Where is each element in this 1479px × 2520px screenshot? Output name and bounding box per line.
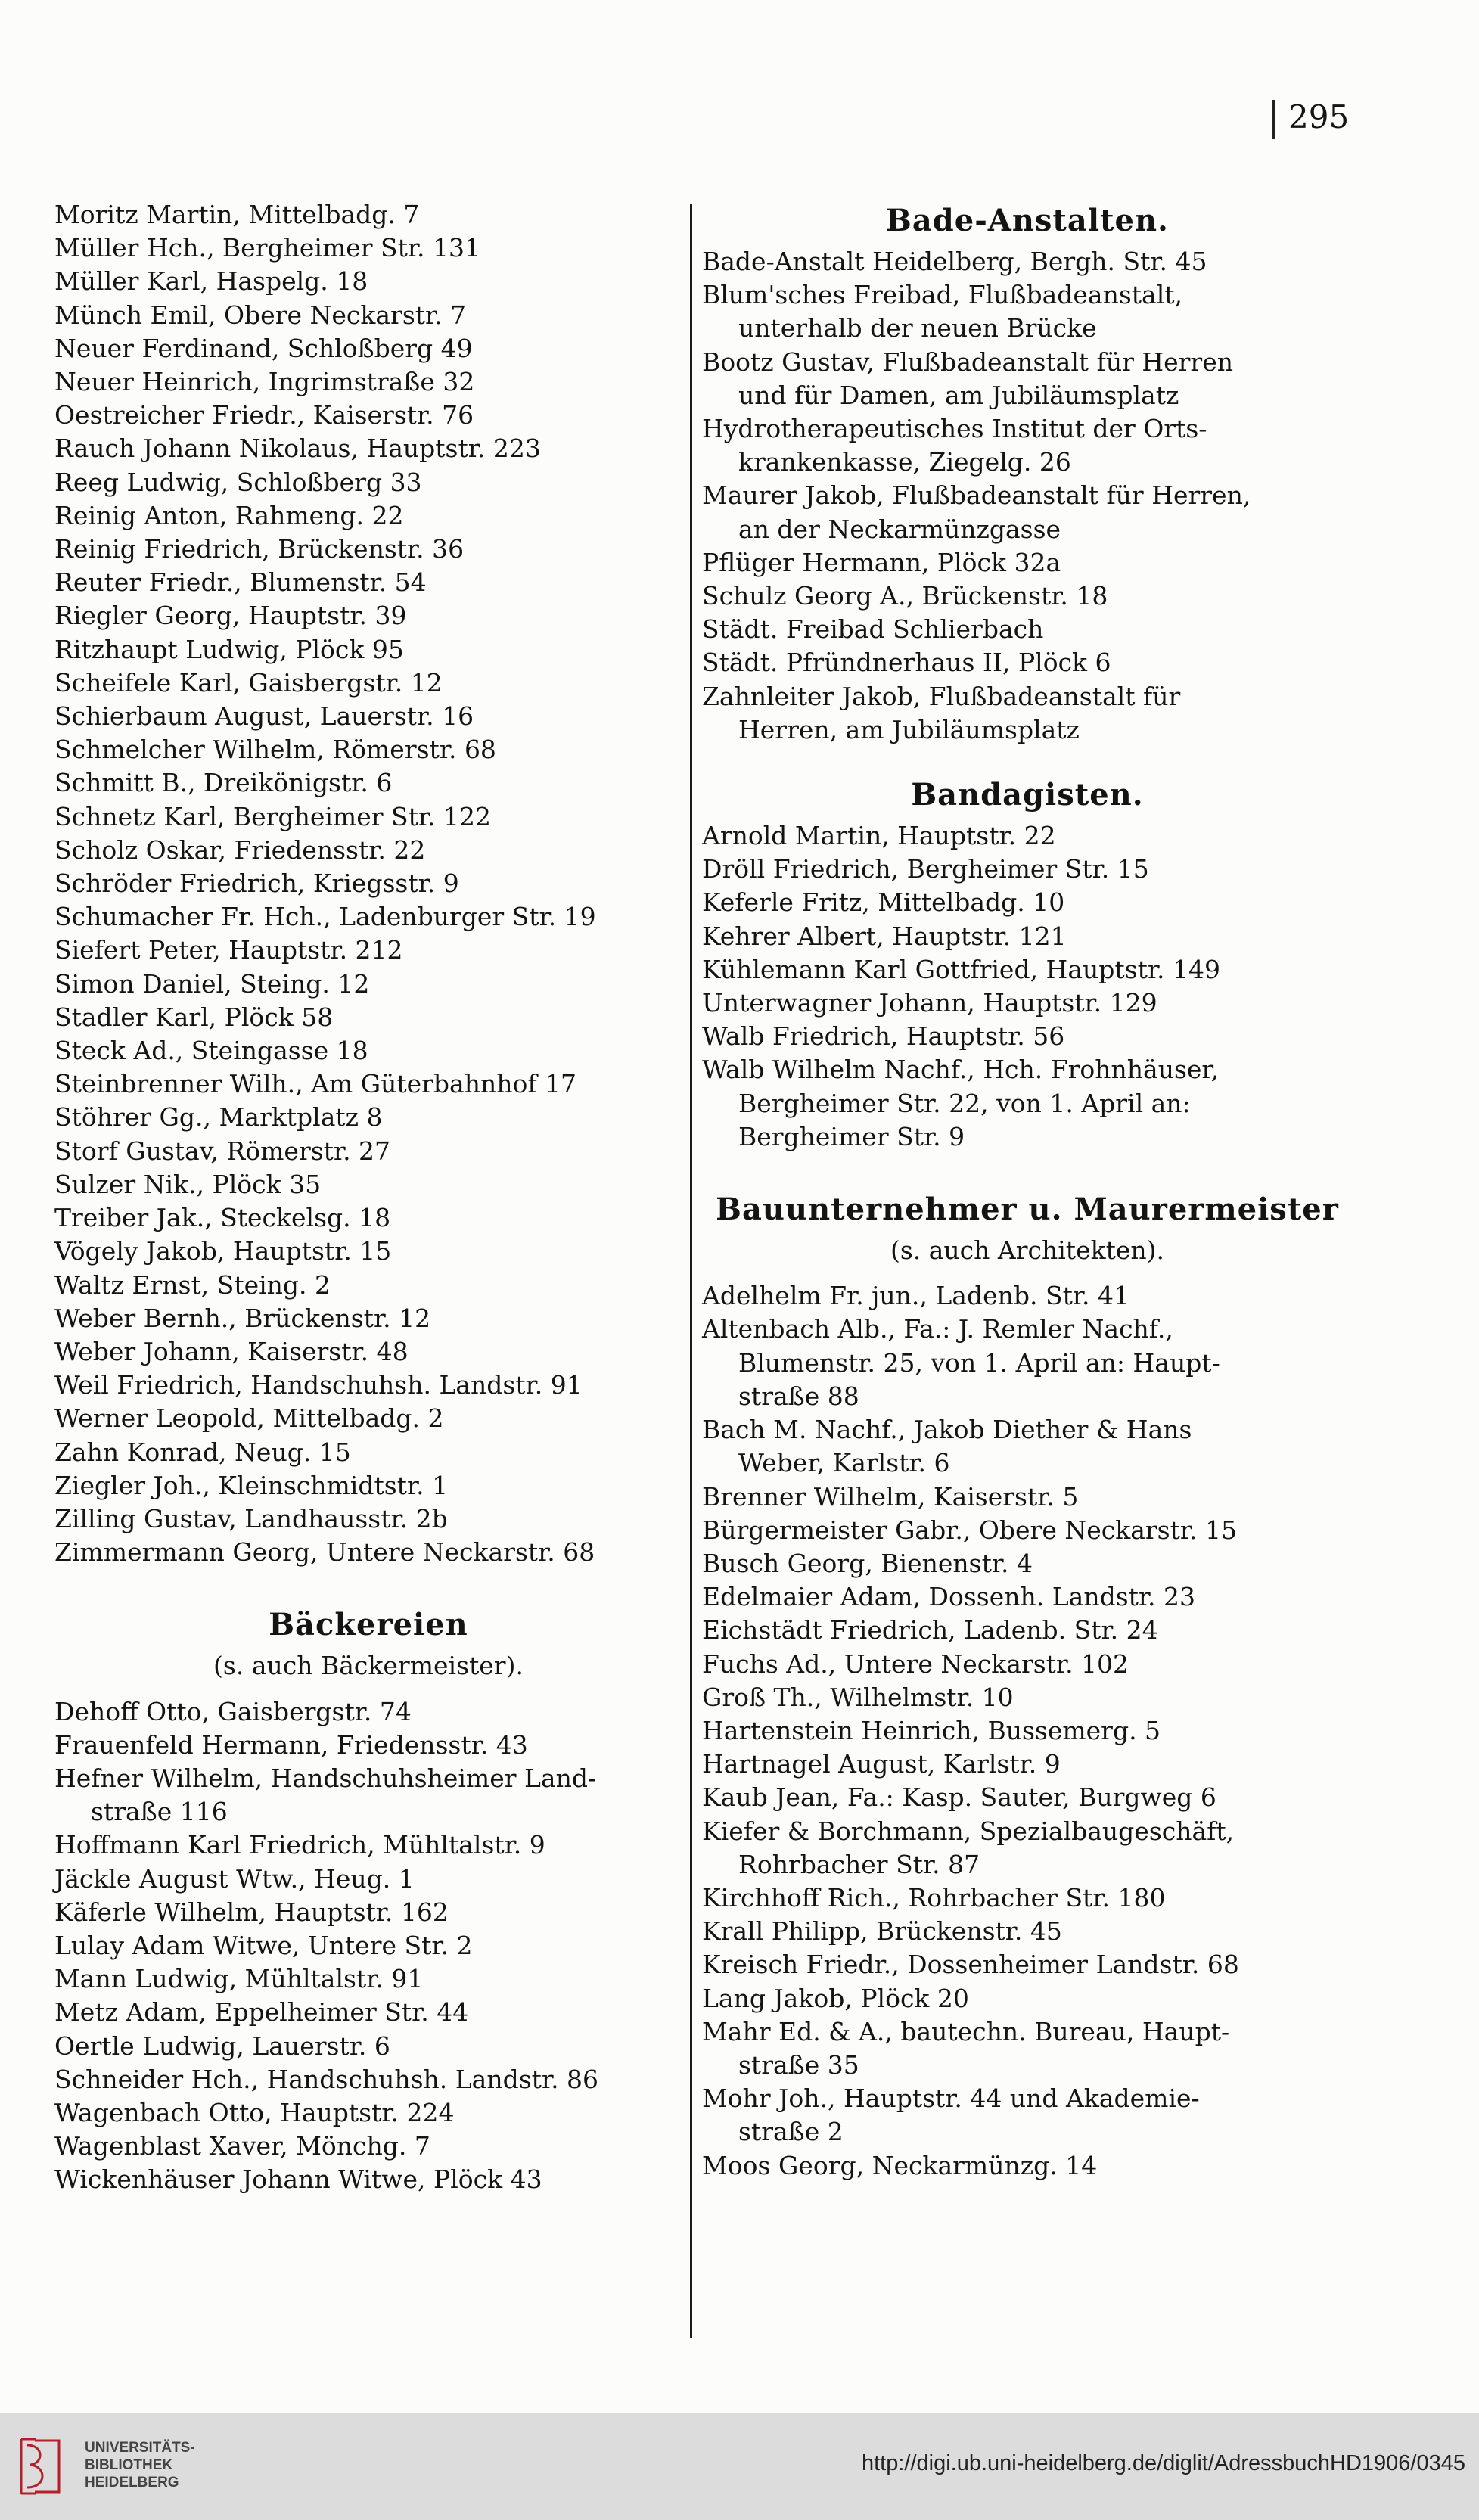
- directory-entry-continuation: krankenkasse, Ziegelg. 26: [738, 447, 1071, 477]
- directory-entry: Zahnleiter Jakob, Flußbadeanstalt für: [702, 681, 1181, 711]
- column-divider: [690, 204, 692, 2338]
- directory-entry: Oestreicher Friedr., Kaiserstr. 76: [54, 400, 474, 430]
- directory-entry: Eichstädt Friedrich, Ladenb. Str. 24: [702, 1615, 1158, 1645]
- directory-entry: Walb Wilhelm Nachf., Hch. Frohnhäuser,: [702, 1055, 1220, 1085]
- directory-entry: Kehrer Albert, Hauptstr. 121: [702, 921, 1067, 951]
- directory-entry: Reuter Friedr., Blumenstr. 54: [54, 567, 427, 598]
- section-bandagisten-entries: [702, 819, 1353, 1154]
- section-baeckereien-entries: [54, 1695, 682, 2197]
- directory-entry: Brenner Wilhelm, Kaiserstr. 5: [702, 1481, 1079, 1512]
- directory-entry: Werner Leopold, Mittelbadg. 2: [54, 1403, 444, 1434]
- directory-entry: Moos Georg, Neckarmünzg. 14: [702, 2150, 1098, 2180]
- directory-entry: Scheifele Karl, Gaisbergstr. 12: [54, 667, 443, 698]
- directory-entry: Simon Daniel, Steing. 12: [54, 968, 370, 999]
- directory-entry: Hartnagel August, Karlstr. 9: [702, 1749, 1061, 1779]
- directory-entry: Kirchhoff Rich., Rohrbacher Str. 180: [702, 1882, 1166, 1913]
- directory-entry: Weil Friedrich, Handschuhsh. Landstr. 91: [54, 1370, 583, 1400]
- section-heading-bauunternehmer: Bauunternehmer u. Maurermeister: [716, 1192, 1339, 1228]
- directory-entry: Müller Karl, Haspelg. 18: [54, 266, 368, 297]
- directory-entry-continuation: straße 35: [738, 2049, 859, 2080]
- directory-entry: Stadler Karl, Plöck 58: [54, 1002, 334, 1032]
- directory-entry: Reinig Friedrich, Brückenstr. 36: [54, 534, 465, 564]
- page-number-text: 295: [1288, 98, 1350, 135]
- directory-entry: Metz Adam, Eppelheimer Str. 44: [54, 1997, 469, 2027]
- directory-entry: Groß Th., Wilhelmstr. 10: [702, 1682, 1014, 1712]
- right-column: [702, 198, 1353, 2183]
- directory-entry: Städt. Freibad Schlierbach: [702, 614, 1044, 645]
- directory-entry: Reeg Ludwig, Schloßberg 33: [54, 467, 422, 497]
- directory-entry: Zahn Konrad, Neug. 15: [54, 1437, 351, 1467]
- directory-entry: Arnold Martin, Hauptstr. 22: [702, 821, 1056, 851]
- library-name: [85, 2439, 195, 2491]
- section-bade-anstalten-entries: [702, 245, 1353, 747]
- directory-entry: Busch Georg, Bienenstr. 4: [702, 1548, 1033, 1578]
- directory-entry-continuation: straße 116: [91, 1797, 228, 1827]
- directory-entry: Dehoff Otto, Gaisbergstr. 74: [54, 1696, 412, 1726]
- directory-entry: Wickenhäuser Johann Witwe, Plöck 43: [54, 2164, 542, 2195]
- directory-entry: Schulz Georg A., Brückenstr. 18: [702, 581, 1108, 611]
- directory-entry: Kaub Jean, Fa.: Kasp. Sauter, Burgweg 6: [702, 1782, 1216, 1813]
- directory-entry: Schmitt B., Dreikönigstr. 6: [54, 768, 393, 798]
- directory-entry: Mohr Joh., Hauptstr. 44 und Akademie-: [702, 2083, 1200, 2114]
- directory-entry-continuation: straße 2: [738, 2117, 844, 2147]
- directory-entry: Treiber Jak., Steckelsg. 18: [54, 1203, 391, 1233]
- directory-entry: Hoffmann Karl Friedrich, Mühltalstr. 9: [54, 1830, 545, 1860]
- directory-entry: Kiefer & Borchmann, Spezialbaugeschäft,: [702, 1816, 1235, 1846]
- directory-entry: Vögely Jakob, Hauptstr. 15: [54, 1236, 392, 1266]
- directory-entry-continuation: und für Damen, am Jubiläumsplatz: [738, 380, 1179, 410]
- directory-entry: Waltz Ernst, Steing. 2: [54, 1269, 331, 1300]
- directory-entry: Lang Jakob, Plöck 20: [702, 1983, 969, 2013]
- library-name-line3: HEIDELBERG: [85, 2475, 179, 2490]
- directory-entry-continuation: an der Neckarmünzgasse: [738, 514, 1061, 544]
- directory-entry: Stöhrer Gg., Marktplatz 8: [54, 1102, 383, 1133]
- directory-entry-continuation: straße 88: [738, 1381, 859, 1411]
- directory-entry: Kühlemann Karl Gottfried, Hauptstr. 149: [702, 954, 1220, 984]
- directory-entry: Ritzhaupt Ludwig, Plöck 95: [54, 634, 404, 664]
- directory-entry: Hydrotherapeutisches Institut der Orts-: [702, 414, 1207, 444]
- footer-bar: [0, 2413, 1479, 2520]
- directory-entry: Krall Philipp, Brückenstr. 45: [702, 1916, 1062, 1947]
- directory-entry: Neuer Heinrich, Ingrimstraße 32: [54, 367, 475, 397]
- directory-entry: Moritz Martin, Mittelbadg. 7: [54, 200, 420, 229]
- directory-entry: Rauch Johann Nikolaus, Hauptstr. 223: [54, 433, 541, 464]
- university-library-logo-icon: [14, 2430, 82, 2503]
- directory-entry: Münch Emil, Obere Neckarstr. 7: [54, 300, 467, 330]
- directory-entry: Keferle Fritz, Mittelbadg. 10: [702, 887, 1065, 918]
- directory-entry: Bade-Anstalt Heidelberg, Bergh. Str. 45: [702, 247, 1207, 276]
- section-heading-baeckereien: Bäckereien: [269, 1607, 468, 1643]
- directory-entry: Altenbach Alb., Fa.: J. Remler Nachf.,: [702, 1314, 1173, 1344]
- directory-entry-continuation: unterhalb der neuen Brücke: [738, 313, 1097, 343]
- directory-entry: Zilling Gustav, Landhausstr. 2b: [54, 1503, 448, 1533]
- directory-entry: Kreisch Friedr., Dossenheimer Landstr. 68: [702, 1950, 1239, 1980]
- directory-entry: Neuer Ferdinand, Schloßberg 49: [54, 333, 473, 363]
- directory-entry: Wagenblast Xaver, Mönchg. 7: [54, 2131, 430, 2161]
- directory-entry-continuation: Bergheimer Str. 22, von 1. April an:: [738, 1088, 1191, 1118]
- section-heading-bade-anstalten: Bade-Anstalten.: [886, 203, 1169, 238]
- directory-entry: Maurer Jakob, Flußbadeanstalt für Herren,: [702, 480, 1251, 511]
- directory-entry: Reinig Anton, Rahmeng. 22: [54, 500, 404, 530]
- section-heading-bandagisten: Bandagisten.: [911, 777, 1144, 813]
- directory-entry: Jäckle August Wtw., Heug. 1: [54, 1863, 415, 1894]
- directory-entry-continuation: Herren, am Jubiläumsplatz: [738, 714, 1080, 744]
- directory-entry: Steck Ad., Steingasse 18: [54, 1036, 368, 1066]
- directory-entry: Storf Gustav, Römerstr. 27: [54, 1136, 391, 1166]
- directory-entry: Sulzer Nik., Plöck 35: [54, 1169, 322, 1199]
- directory-entry: Hartenstein Heinrich, Bussemerg. 5: [702, 1715, 1161, 1745]
- library-name-line1: UNIVERSITÄTS-: [85, 2440, 195, 2456]
- directory-entry: Schneider Hch., Handschuhsh. Landstr. 86: [54, 2064, 599, 2094]
- directory-entry-continuation: Weber, Karlstr. 6: [738, 1448, 950, 1478]
- directory-entry: Schmelcher Wilhelm, Römerstr. 68: [54, 735, 496, 765]
- directory-entry: Schröder Friedrich, Kriegsstr. 9: [54, 868, 459, 899]
- directory-entry: Wagenbach Otto, Hauptstr. 224: [54, 2097, 455, 2127]
- page-number-tick: [1272, 100, 1275, 139]
- directory-entry: Frauenfeld Hermann, Friedensstr. 43: [54, 1729, 528, 1760]
- section-bauunternehmer-entries: [702, 1279, 1353, 2182]
- directory-entry: Adelhelm Fr. jun., Ladenb. Str. 41: [702, 1281, 1129, 1311]
- directory-entry: Lulay Adam Witwe, Untere Str. 2: [54, 1930, 473, 1960]
- directory-entry: Weber Bernh., Brückenstr. 12: [54, 1303, 431, 1333]
- directory-entry: Steinbrenner Wilh., Am Güterbahnhof 17: [54, 1069, 577, 1099]
- directory-entry: Bürgermeister Gabr., Obere Neckarstr. 15: [702, 1515, 1238, 1545]
- directory-entry: Schierbaum August, Lauerstr. 16: [54, 701, 474, 732]
- directory-entry: Walb Friedrich, Hauptstr. 56: [702, 1021, 1065, 1052]
- directory-entry: Pflüger Hermann, Plöck 32a: [702, 547, 1061, 577]
- section-subheading-baeckereien: (s. auch Bäckermeister).: [213, 1651, 524, 1681]
- directory-entry: Siefert Peter, Hauptstr. 212: [54, 935, 403, 965]
- page-number: [1272, 98, 1349, 139]
- directory-entry: Ziegler Joh., Kleinschmidtstr. 1: [54, 1470, 449, 1500]
- directory-entry: Bootz Gustav, Flußbadeanstalt für Herren: [702, 346, 1233, 377]
- directory-entry: Fuchs Ad., Untere Neckarstr. 102: [702, 1648, 1129, 1679]
- library-name-line2: BIBLIOTHEK: [85, 2457, 173, 2473]
- directory-entry: Edelmaier Adam, Dossenh. Landstr. 23: [702, 1582, 1196, 1612]
- left-column: [54, 198, 682, 2197]
- directory-entry-continuation: Bergheimer Str. 9: [738, 1121, 965, 1151]
- directory-entry: Schumacher Fr. Hch., Ladenburger Str. 19: [54, 902, 596, 932]
- directory-entry: Dröll Friedrich, Bergheimer Str. 15: [702, 854, 1149, 884]
- directory-entry: Unterwagner Johann, Hauptstr. 129: [702, 988, 1157, 1018]
- directory-entry: Riegler Georg, Hauptstr. 39: [54, 601, 407, 631]
- directory-entry: Weber Johann, Kaiserstr. 48: [54, 1336, 409, 1366]
- left-entries-top: [54, 198, 682, 1569]
- directory-entry: Käferle Wilhelm, Hauptstr. 162: [54, 1897, 449, 1927]
- directory-entry: Schnetz Karl, Bergheimer Str. 122: [54, 801, 491, 831]
- directory-entry-continuation: Rohrbacher Str. 87: [738, 1849, 980, 1879]
- directory-entry: Oertle Ludwig, Lauerstr. 6: [54, 2031, 390, 2061]
- source-url-link[interactable]: http://digi.ub.uni-heidelberg.de/diglit/AdressbuchHD1906/0345: [861, 2451, 1465, 2475]
- directory-entry: Städt. Pfründnerhaus II, Plöck 6: [702, 648, 1111, 678]
- directory-entry: Zimmermann Georg, Untere Neckarstr. 68: [54, 1537, 595, 1568]
- directory-entry: Mahr Ed. & A., bautechn. Bureau, Haupt-: [702, 2016, 1230, 2046]
- section-subheading-bauunternehmer: (s. auch Architekten).: [890, 1235, 1165, 1266]
- directory-entry: Müller Hch., Bergheimer Str. 131: [54, 233, 481, 263]
- directory-entry: Blum'sches Freibad, Flußbadeanstalt,: [702, 280, 1183, 310]
- directory-entry: Mann Ludwig, Mühltalstr. 91: [54, 1964, 424, 1994]
- directory-entry: Hefner Wilhelm, Handschuhsheimer Land-: [54, 1763, 597, 1793]
- directory-entry-continuation: Blumenstr. 25, von 1. April an: Haupt-: [738, 1347, 1220, 1378]
- directory-entry: Bach M. Nachf., Jakob Diether & Hans: [702, 1415, 1192, 1445]
- directory-entry: Scholz Oskar, Friedensstr. 22: [54, 834, 426, 865]
